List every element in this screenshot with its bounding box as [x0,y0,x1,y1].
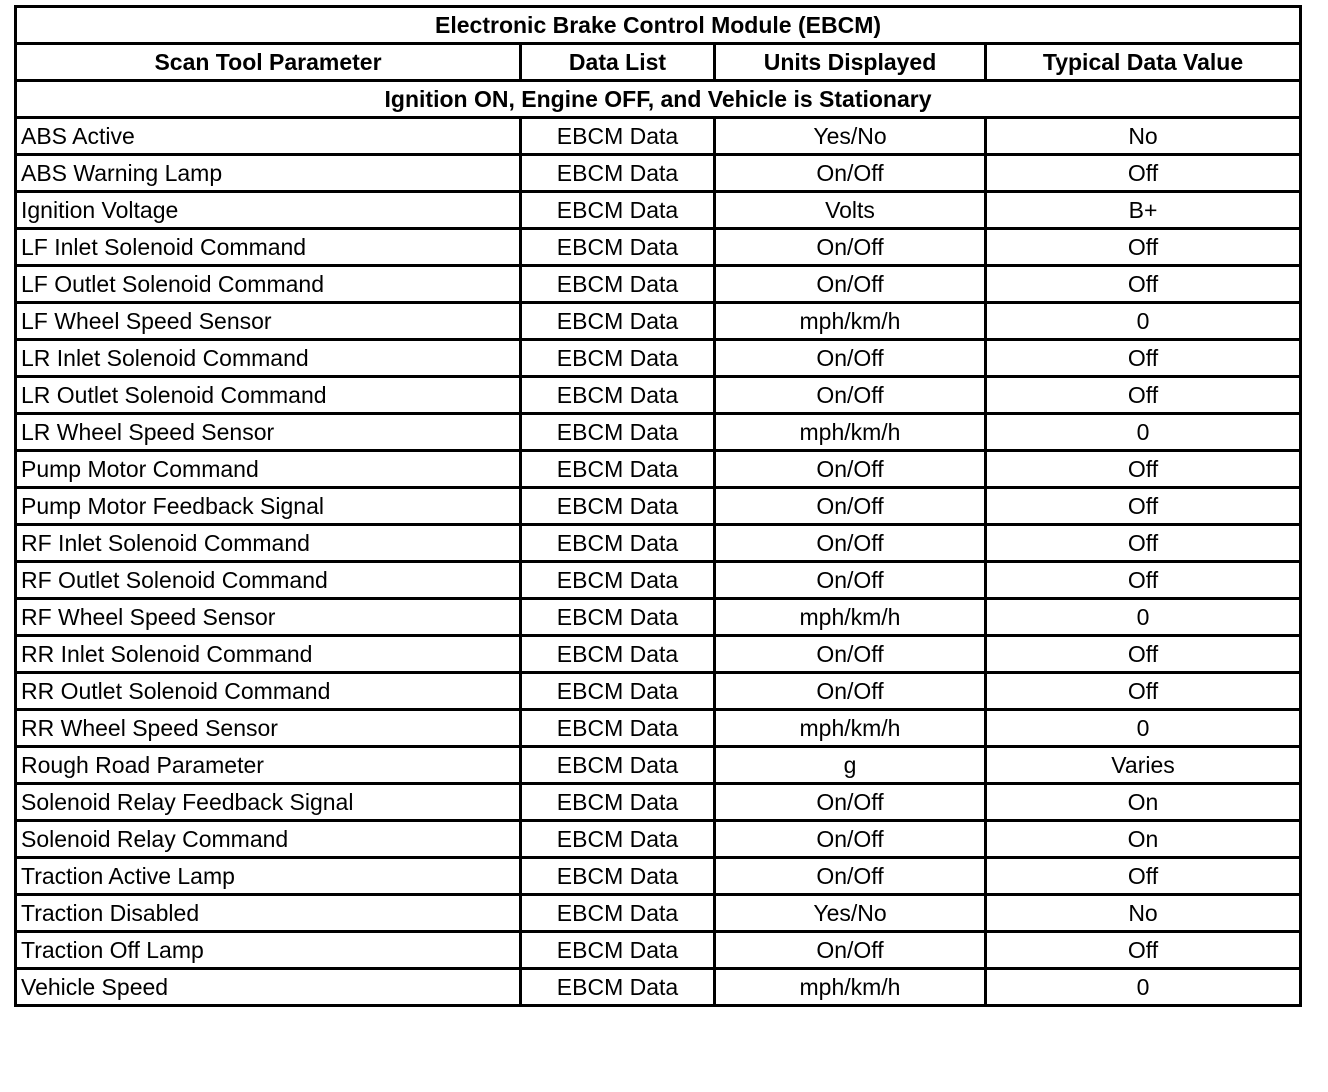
parameter-cell: LF Outlet Solenoid Command [16,266,521,303]
data-list-cell: EBCM Data [521,414,715,451]
units-cell: mph/km/h [715,303,986,340]
typical-value-cell: 0 [986,414,1301,451]
table-body [16,118,1301,1006]
parameter-cell: ABS Active [16,118,521,155]
parameter-cell: LR Wheel Speed Sensor [16,414,521,451]
data-list-cell: EBCM Data [521,784,715,821]
typical-value-cell: No [986,118,1301,155]
units-cell: mph/km/h [715,414,986,451]
parameter-cell: Solenoid Relay Feedback Signal [16,784,521,821]
units-cell: Yes/No [715,895,986,932]
data-list-cell: EBCM Data [521,673,715,710]
table-row [16,821,1301,858]
parameter-cell: Pump Motor Command [16,451,521,488]
data-list-cell: EBCM Data [521,969,715,1006]
data-list-cell: EBCM Data [521,932,715,969]
typical-value-cell: Varies [986,747,1301,784]
data-list-cell: EBCM Data [521,118,715,155]
table-row [16,118,1301,155]
table-row [16,192,1301,229]
typical-value-cell: 0 [986,303,1301,340]
units-cell: On/Off [715,377,986,414]
typical-value-cell: Off [986,155,1301,192]
column-header-data-list: Data List [521,44,715,81]
table-row [16,229,1301,266]
units-cell: On/Off [715,821,986,858]
units-cell: g [715,747,986,784]
parameter-cell: Traction Disabled [16,895,521,932]
typical-value-cell: 0 [986,969,1301,1006]
section-row [16,81,1301,118]
parameter-cell: RF Wheel Speed Sensor [16,599,521,636]
table-title: Electronic Brake Control Module (EBCM) [16,7,1301,44]
typical-value-cell: Off [986,858,1301,895]
parameter-cell: LR Inlet Solenoid Command [16,340,521,377]
parameter-cell: RR Wheel Speed Sensor [16,710,521,747]
column-header-parameter: Scan Tool Parameter [16,44,521,81]
units-cell: mph/km/h [715,599,986,636]
table-row [16,932,1301,969]
typical-value-cell: Off [986,525,1301,562]
typical-value-cell: Off [986,451,1301,488]
units-cell: On/Off [715,340,986,377]
units-cell: On/Off [715,562,986,599]
parameter-cell: RR Outlet Solenoid Command [16,673,521,710]
parameter-cell: RF Inlet Solenoid Command [16,525,521,562]
typical-value-cell: No [986,895,1301,932]
typical-value-cell: On [986,821,1301,858]
units-cell: On/Off [715,784,986,821]
typical-value-cell: 0 [986,599,1301,636]
table-row [16,488,1301,525]
typical-value-cell: Off [986,562,1301,599]
typical-value-cell: Off [986,932,1301,969]
data-list-cell: EBCM Data [521,451,715,488]
table-row [16,525,1301,562]
table-row [16,155,1301,192]
units-cell: On/Off [715,229,986,266]
data-list-cell: EBCM Data [521,858,715,895]
units-cell: mph/km/h [715,969,986,1006]
parameter-cell: Vehicle Speed [16,969,521,1006]
typical-value-cell: Off [986,488,1301,525]
parameter-cell: Solenoid Relay Command [16,821,521,858]
section-heading: Ignition ON, Engine OFF, and Vehicle is Stationary [16,81,1301,118]
table-row [16,895,1301,932]
data-list-cell: EBCM Data [521,155,715,192]
data-list-cell: EBCM Data [521,340,715,377]
table-row [16,969,1301,1006]
units-cell: Volts [715,192,986,229]
data-list-cell: EBCM Data [521,303,715,340]
parameter-cell: Ignition Voltage [16,192,521,229]
table-row [16,747,1301,784]
parameter-cell: LF Wheel Speed Sensor [16,303,521,340]
table-row [16,784,1301,821]
typical-value-cell: Off [986,229,1301,266]
parameter-cell: Traction Off Lamp [16,932,521,969]
table-row [16,673,1301,710]
parameter-cell: Traction Active Lamp [16,858,521,895]
table-row [16,599,1301,636]
parameter-cell: Pump Motor Feedback Signal [16,488,521,525]
table-row [16,710,1301,747]
data-list-cell: EBCM Data [521,488,715,525]
title-row [16,7,1301,44]
table-row [16,562,1301,599]
parameter-cell: ABS Warning Lamp [16,155,521,192]
typical-value-cell: Off [986,636,1301,673]
table-row [16,377,1301,414]
units-cell: On/Off [715,488,986,525]
units-cell: mph/km/h [715,710,986,747]
data-list-cell: EBCM Data [521,192,715,229]
data-list-cell: EBCM Data [521,599,715,636]
units-cell: On/Off [715,451,986,488]
table-row [16,340,1301,377]
table-row [16,858,1301,895]
data-list-cell: EBCM Data [521,895,715,932]
units-cell: On/Off [715,266,986,303]
parameter-cell: RF Outlet Solenoid Command [16,562,521,599]
data-list-cell: EBCM Data [521,747,715,784]
table-row [16,451,1301,488]
units-cell: On/Off [715,932,986,969]
data-list-cell: EBCM Data [521,710,715,747]
typical-value-cell: Off [986,340,1301,377]
units-cell: On/Off [715,155,986,192]
data-list-cell: EBCM Data [521,636,715,673]
typical-value-cell: Off [986,377,1301,414]
data-list-cell: EBCM Data [521,562,715,599]
typical-value-cell: On [986,784,1301,821]
data-list-cell: EBCM Data [521,266,715,303]
data-list-cell: EBCM Data [521,377,715,414]
typical-value-cell: B+ [986,192,1301,229]
table-row [16,636,1301,673]
units-cell: On/Off [715,636,986,673]
column-header-units: Units Displayed [715,44,986,81]
data-list-cell: EBCM Data [521,821,715,858]
typical-value-cell: Off [986,673,1301,710]
table-row [16,266,1301,303]
column-header-typical-value: Typical Data Value [986,44,1301,81]
table-row [16,303,1301,340]
units-cell: Yes/No [715,118,986,155]
units-cell: On/Off [715,673,986,710]
data-list-cell: EBCM Data [521,229,715,266]
parameter-cell: RR Inlet Solenoid Command [16,636,521,673]
data-list-cell: EBCM Data [521,525,715,562]
parameter-cell: LR Outlet Solenoid Command [16,377,521,414]
units-cell: On/Off [715,525,986,562]
parameter-cell: LF Inlet Solenoid Command [16,229,521,266]
units-cell: On/Off [715,858,986,895]
parameter-cell: Rough Road Parameter [16,747,521,784]
typical-value-cell: 0 [986,710,1301,747]
table-row [16,414,1301,451]
column-header-row [16,44,1301,81]
typical-value-cell: Off [986,266,1301,303]
ebcm-parameter-table [14,5,1302,1007]
